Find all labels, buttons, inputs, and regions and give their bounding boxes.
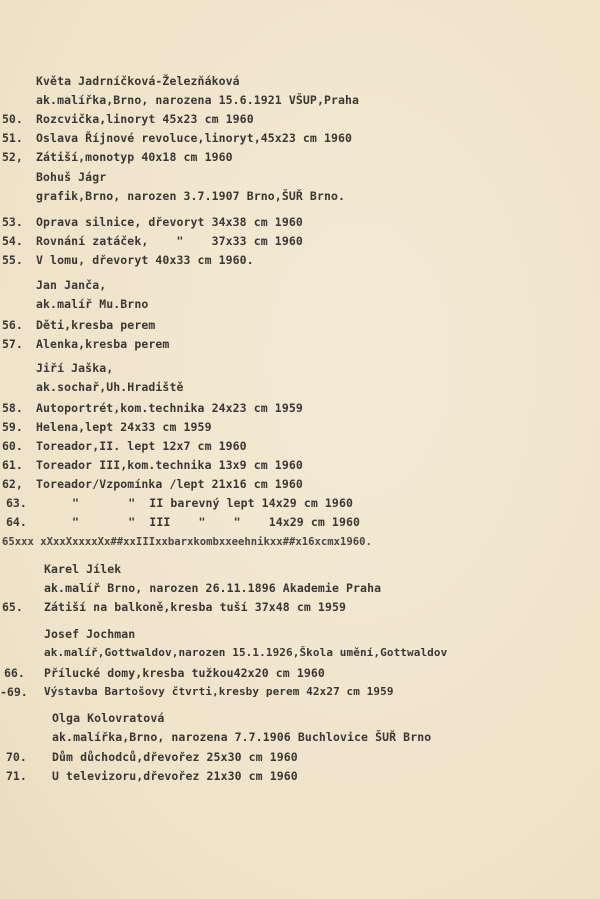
item-text: Přílucké domy,kresba tužkou42x20 cm 1960	[44, 666, 325, 680]
item-number: 61.	[2, 458, 23, 472]
item-text: Autoportrét,kom.technika 24x23 cm 1959	[36, 401, 303, 415]
item-text: Toreador/Vzpomínka /lept 21x16 cm 1960	[36, 477, 303, 491]
item-number: 54.	[2, 234, 23, 248]
item-text: Helena,lept 24x33 cm 1959	[36, 420, 212, 434]
item-text: Dům důchodců,dřevořez 25x30 cm 1960	[52, 750, 298, 764]
item-text: Toreador III,kom.technika 13x9 cm 1960	[36, 458, 303, 472]
item-number: 53.	[2, 215, 23, 229]
item-text: " " II barevný lept 14x29 cm 1960	[58, 496, 353, 510]
artist-name: Jiří Jaška,	[36, 361, 114, 375]
item-number: 70.	[6, 750, 27, 764]
artist-info: ak.malíř,Gottwaldov,narozen 15.1.1926,Škola umění,Gottwaldov	[44, 646, 448, 659]
artist-name: Josef Jochman	[44, 627, 136, 641]
artist-info: ak.sochař,Uh.Hradiště	[36, 380, 184, 394]
item-number: 63.	[6, 496, 27, 510]
artist-name: Karel Jílek	[44, 562, 122, 576]
artist-info: grafik,Brno, narozen 3.7.1907 Brno,ŠUŘ Brno.	[36, 189, 346, 203]
item-number: 59.	[2, 420, 23, 434]
item-number: 64.	[6, 515, 27, 529]
item-number: 56.	[2, 318, 23, 332]
item-text: Rozcvička,linoryt 45x23 cm 1960	[36, 112, 254, 126]
item-text: Oprava silnice, dřevoryt 34x38 cm 1960	[36, 215, 303, 229]
artist-name: Květa Jadrníčková-Železňáková	[36, 74, 240, 88]
artist-name: Jan Janča,	[36, 278, 107, 292]
struck-out-line: 65xxx xXxxXxxxxXx##xxIIIxxbarxkombxxeehnikxx##x16xcmx1960.	[2, 536, 372, 548]
item-text: Rovnání zatáček, " 37x33 cm 1960	[36, 234, 303, 248]
item-text: Zátiší,monotyp 40x18 cm 1960	[36, 150, 233, 164]
item-text: Toreador,II. lept 12x7 cm 1960	[36, 439, 247, 453]
item-text: Děti,kresba perem	[36, 318, 156, 332]
item-text: Zátiší na balkoně,kresba tuší 37x48 cm 1959	[44, 600, 347, 614]
item-text: V lomu, dřevoryt 40x33 cm 1960.	[36, 253, 254, 267]
item-number: 62,	[2, 477, 23, 491]
item-number: -69.	[0, 685, 28, 699]
item-text: Oslava Říjnové revoluce,linoryt,45x23 cm 1960	[36, 131, 353, 145]
artist-info: ak.malířka,Brno, narozena 7.7.1906 Buchlovice ŠUŘ Brno	[52, 730, 432, 744]
item-text: U televizoru,dřevořez 21x30 cm 1960	[52, 769, 298, 783]
item-text: Alenka,kresba perem	[36, 337, 170, 351]
item-number: 52,	[2, 150, 23, 164]
item-number: 55.	[2, 253, 23, 267]
artist-name: Bohuš Jágr	[36, 170, 107, 184]
item-text: " " III " " 14x29 cm 1960	[58, 515, 361, 529]
item-number: 60.	[2, 439, 23, 453]
item-number: 50.	[2, 112, 23, 126]
artist-name: Olga Kolovratová	[52, 711, 165, 725]
artist-info: ak.malířka,Brno, narozena 15.6.1921 VŠUP,Praha	[36, 93, 360, 107]
item-number: 71.	[6, 769, 27, 783]
item-text: Výstavba Bartošovy čtvrti,kresby perem 42x27 cm 1959	[44, 685, 394, 698]
item-number: 66.	[4, 666, 25, 680]
item-number: 65.	[2, 600, 23, 614]
item-number: 58.	[2, 401, 23, 415]
artist-info: ak.malíř Mu.Brno	[36, 297, 149, 311]
item-number: 51.	[2, 131, 23, 145]
item-number: 57.	[2, 337, 23, 351]
artist-info: ak.malíř Brno, narozen 26.11.1896 Akademie Praha	[44, 581, 382, 595]
